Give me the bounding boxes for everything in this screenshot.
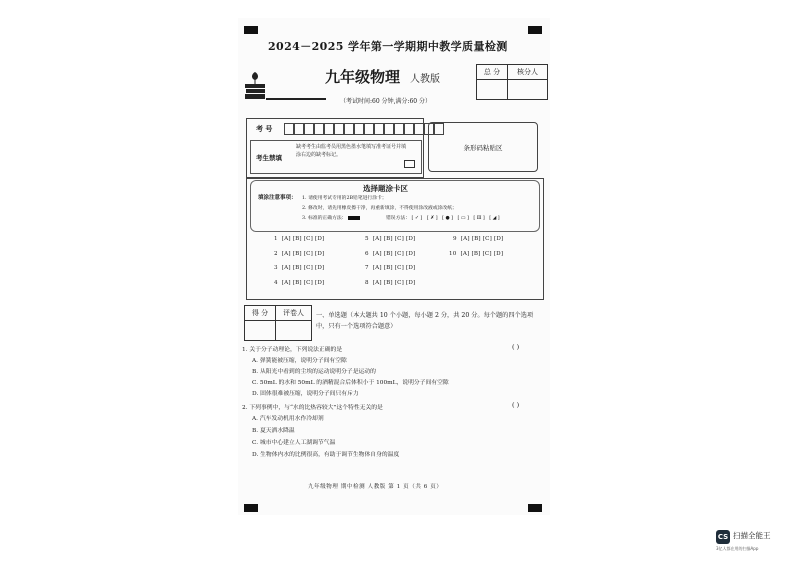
correct-fill-sample: [348, 216, 360, 220]
barcode-label: 条形码粘贴区: [463, 143, 503, 152]
note-2: 2. 修改时，请先用橡皮擦干净，再重新填涂，不得使用涂改液或涂改纸；: [302, 206, 457, 211]
exam-number-label: 考 号: [256, 124, 273, 133]
section-instructions: 一、单选题（本大题共 10 个小题，每小题 2 分，共 20 分。每个题的四个选项中，只有一个选项符合题意）: [316, 312, 534, 330]
wrong-method: 错误方法： [✓] [✗] [●] [▭] [Ⅲ] [◢]: [386, 216, 502, 221]
corner-mark: [528, 504, 542, 512]
edition-label: 人教版: [410, 74, 440, 85]
barcode-area: [428, 122, 538, 172]
question-option: D. 固体很难被压缩，说明分子间只有斥力: [252, 391, 359, 397]
note-1: 1. 请使用考试专用的2B铅笔进行涂卡；: [302, 196, 387, 201]
camscanner-logo-icon: CS: [716, 530, 730, 544]
grader-table: [244, 305, 312, 341]
absence-mark-box[interactable]: [404, 160, 415, 168]
answer-row[interactable]: 8 [A] [B] [C] [D]: [365, 280, 416, 286]
answer-row[interactable]: 7 [A] [B] [C] [D]: [365, 265, 416, 271]
watermark-tagline: 3亿人都在用的扫描App: [716, 546, 759, 551]
total-score-table: [476, 64, 548, 100]
answer-row[interactable]: 9 [A] [B] [C] [D]: [453, 236, 504, 242]
note-3: [302, 214, 360, 221]
score-header: 总 分: [477, 65, 508, 80]
question-option: C. 城市中心建立人工湖调节气温: [252, 440, 336, 446]
watermark-name: 扫描全能王: [733, 531, 771, 540]
notice-label: 考生禁填: [256, 154, 282, 162]
exam-number-cells[interactable]: [284, 123, 444, 135]
answer-row[interactable]: 1 [A] [B] [C] [D]: [274, 236, 325, 242]
answer-row[interactable]: 2 [A] [B] [C] [D]: [274, 251, 325, 257]
books-icon: [243, 70, 267, 100]
checker-header: 核分人: [508, 65, 547, 80]
corner-mark: [244, 504, 258, 512]
title-rule: [266, 98, 326, 100]
question-option: B. 夏天洒水降温: [252, 428, 295, 434]
answer-paren: ( ): [512, 401, 520, 409]
exam-title: 2024－2025 学年第一学期期中教学质量检测: [268, 40, 508, 53]
question-stem: 2. 下列事例中，与“水的比热容较大”这个特性无关的是: [242, 405, 383, 411]
answer-paren: ( ): [512, 343, 520, 351]
exam-time: （考试时间:60 分钟,满分:60 分）: [340, 98, 432, 105]
question-option: C. 50mL 的水和 50mL 的酒精混合后体积小于 100mL，说明分子间有空隙: [252, 380, 449, 386]
question-option: A. 汽车发动机用水作冷却剂: [252, 416, 324, 422]
choice-area-title: 选择题涂卡区: [363, 184, 408, 193]
question-stem: 1. 关于分子动理论，下列说法正确的是: [242, 347, 343, 353]
answer-row[interactable]: 4 [A] [B] [C] [D]: [274, 280, 325, 286]
score-cell-header: 得 分: [245, 306, 276, 321]
question-option: A. 弹簧能被压缩，说明分子间有空隙: [252, 358, 347, 364]
question-option: B. 从阳光中看到的尘埃的运动说明分子是运动的: [252, 369, 376, 375]
answer-row[interactable]: 10 [A] [B] [C] [D]: [449, 251, 504, 257]
page-footer: 九年级物理 期中检测 人教版 第 1 页（共 6 页）: [308, 484, 443, 490]
notes-label: 填涂注意事项：: [258, 195, 297, 201]
answer-row[interactable]: 5 [A] [B] [C] [D]: [365, 236, 416, 242]
subject-title: 九年级物理: [325, 68, 401, 86]
corner-mark: [244, 26, 258, 34]
corner-mark: [528, 26, 542, 34]
question-option: D. 生物体内水的比例很高，有助于调节生物体自身的温度: [252, 452, 400, 458]
note-3-text: 3. 标准的正确方法：: [302, 216, 347, 221]
answer-row[interactable]: 6 [A] [B] [C] [D]: [365, 251, 416, 257]
wrong-method-label: 错误方法：: [386, 216, 410, 221]
notice-text: 缺考考生由监考员用黑色墨水笔填写准考证号并填涂右边的缺考标记。: [296, 144, 407, 158]
grader-cell-header: 评卷人: [276, 306, 311, 321]
answer-row[interactable]: 3 [A] [B] [C] [D]: [274, 265, 325, 271]
